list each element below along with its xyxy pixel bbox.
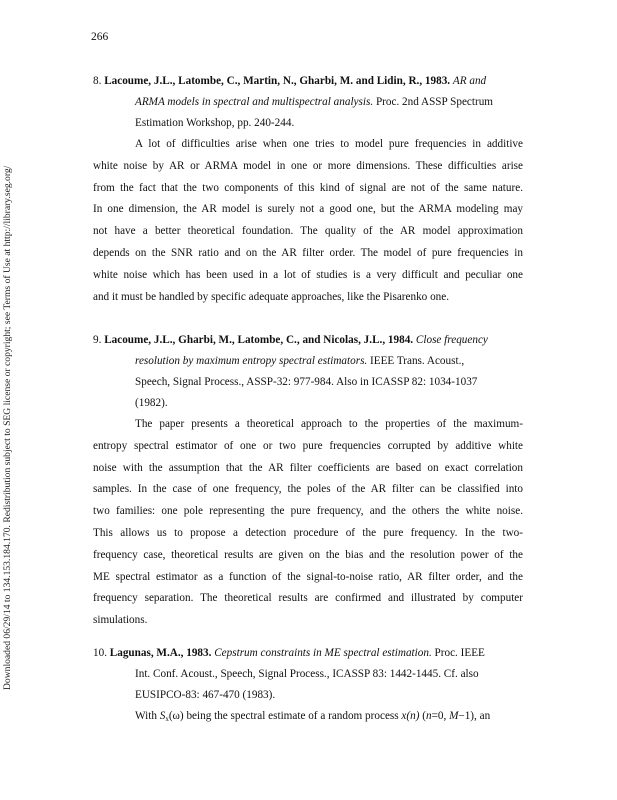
- abstract-line: The paper presents a theoretical approach to the properties of the maximum-: [135, 418, 523, 430]
- reference-entry-9: [93, 330, 523, 632]
- reference-title: AR and: [452, 75, 487, 87]
- abstract-line: from the fact that the two components of this kind of signal are not of the same nature.: [93, 181, 523, 194]
- abstract-line: white noise which has been used in a lot of studies is a very difficult and peculiar one: [93, 268, 523, 281]
- math-paren: (: [422, 710, 426, 722]
- abstract-line: frequency separation. The theoretical results are confirmed and illustrated by computer: [93, 592, 523, 605]
- math-text: =0,: [431, 710, 447, 722]
- reference-entry-8: [93, 71, 523, 308]
- abstract-line: frequency case, theoretical results are given on the bias and the resolution power of the: [93, 548, 523, 561]
- reference-line: EUSIPCO-83: 467-470 (1983).: [135, 689, 276, 701]
- reference-authors: Lagunas, M.A., 1983.: [109, 647, 212, 659]
- abstract-line: A lot of difficulties arise when one tries to model pure frequencies in additive: [135, 138, 523, 150]
- math-subscript: x: [165, 715, 169, 723]
- abstract-line: [93, 706, 523, 727]
- reference-publication: Proc. IEEE: [434, 647, 485, 659]
- abstract-line: depends on the SNR ratio and on the AR filter order. The model of pure frequencies in: [93, 246, 523, 259]
- reference-abstract: [93, 134, 523, 308]
- reference-publication: Proc. 2nd ASSP Spectrum: [375, 96, 494, 108]
- abstract-text: being the spectral estimate of a random process: [186, 710, 399, 722]
- math-var: n: [425, 710, 432, 722]
- math-var: x(n): [401, 710, 420, 722]
- abstract-line: This allows us to propose a detection procedure of the pure frequency. In the two-: [93, 526, 523, 539]
- reference-entry-10: [93, 643, 523, 727]
- math-symbol: [160, 710, 184, 722]
- abstract-line: white noise by AR or ARMA model in one or more dimensions. These difficulties arise: [93, 159, 523, 172]
- abstract-line: samples. In the case of one frequency, the poles of the AR filter can be classified into: [93, 483, 523, 496]
- reference-line: (1982).: [135, 397, 168, 409]
- reference-publication: IEEE Trans. Acoust.,: [370, 355, 465, 367]
- reference-title: ARMA models in spectral and multispectral analysis.: [135, 96, 374, 108]
- abstract-line: and it must be handled by specific adequate approaches, like the Pisarenko one.: [93, 290, 450, 303]
- reference-title: resolution by maximum entropy spectral estimators.: [135, 355, 368, 367]
- reference-line: Estimation Workshop, pp. 240-244.: [135, 117, 295, 129]
- reference-title: Close frequency: [415, 334, 488, 346]
- reference-line: Int. Conf. Acoust., Speech, Signal Process., ICASSP 83: 1442-1445. Cf. also: [135, 668, 479, 680]
- reference-heading: [93, 330, 523, 351]
- reference-line: Speech, Signal Process., ASSP-32: 977-984. Also in ICASSP 82: 1034-1037: [135, 376, 478, 388]
- math-var: M: [449, 710, 459, 722]
- reference-line: [93, 351, 523, 372]
- abstract-line: not have a better theoretical foundation. The quality of the AR model approximation: [93, 225, 523, 238]
- reference-authors: Lacoume, J.L., Gharbi, M., Latombe, C., and Nicolas, J.L., 1984.: [104, 334, 414, 346]
- abstract-text: With: [135, 710, 157, 722]
- page-number: 266: [91, 31, 109, 43]
- reference-number: 10.: [93, 647, 107, 659]
- abstract-line: two families: one pole representing the pure frequency, and the others the white noise.: [93, 505, 523, 518]
- abstract-line: In one dimension, the AR model is surely not a good one, but the ARMA modeling may: [93, 203, 523, 216]
- abstract-line: entropy spectral estimator of one or two pure frequencies corrupted by additive white: [93, 439, 523, 452]
- reference-heading: [93, 643, 523, 664]
- reference-line: [93, 92, 523, 113]
- download-notice: Downloaded 06/29/14 to 134.153.184.170. Redistribution subject to SEG license or copyright; see Terms of Use at http://library.seg.org/: [2, 165, 13, 690]
- abstract-line: ME spectral estimator as a function of the signal-to-noise ratio, AR filter order, and the: [93, 570, 523, 583]
- abstract-line: noise with the assumption that the AR filter coefficients are based on exact correlation: [93, 461, 523, 474]
- math-var: S: [159, 710, 166, 722]
- math-omega: (ω): [168, 710, 184, 722]
- abstract-line: simulations.: [93, 614, 148, 627]
- math-text: −1), an: [458, 710, 491, 722]
- math-range: [422, 710, 490, 722]
- reference-abstract: [93, 414, 523, 632]
- reference-number: 9.: [93, 334, 102, 346]
- reference-title: Cepstrum constraints in ME spectral estimation.: [214, 647, 432, 659]
- reference-number: 8.: [93, 75, 102, 87]
- reference-authors: Lacoume, J.L., Latombe, C., Martin, N., Gharbi, M. and Lidin, R., 1983.: [104, 75, 451, 87]
- reference-heading: [93, 71, 523, 92]
